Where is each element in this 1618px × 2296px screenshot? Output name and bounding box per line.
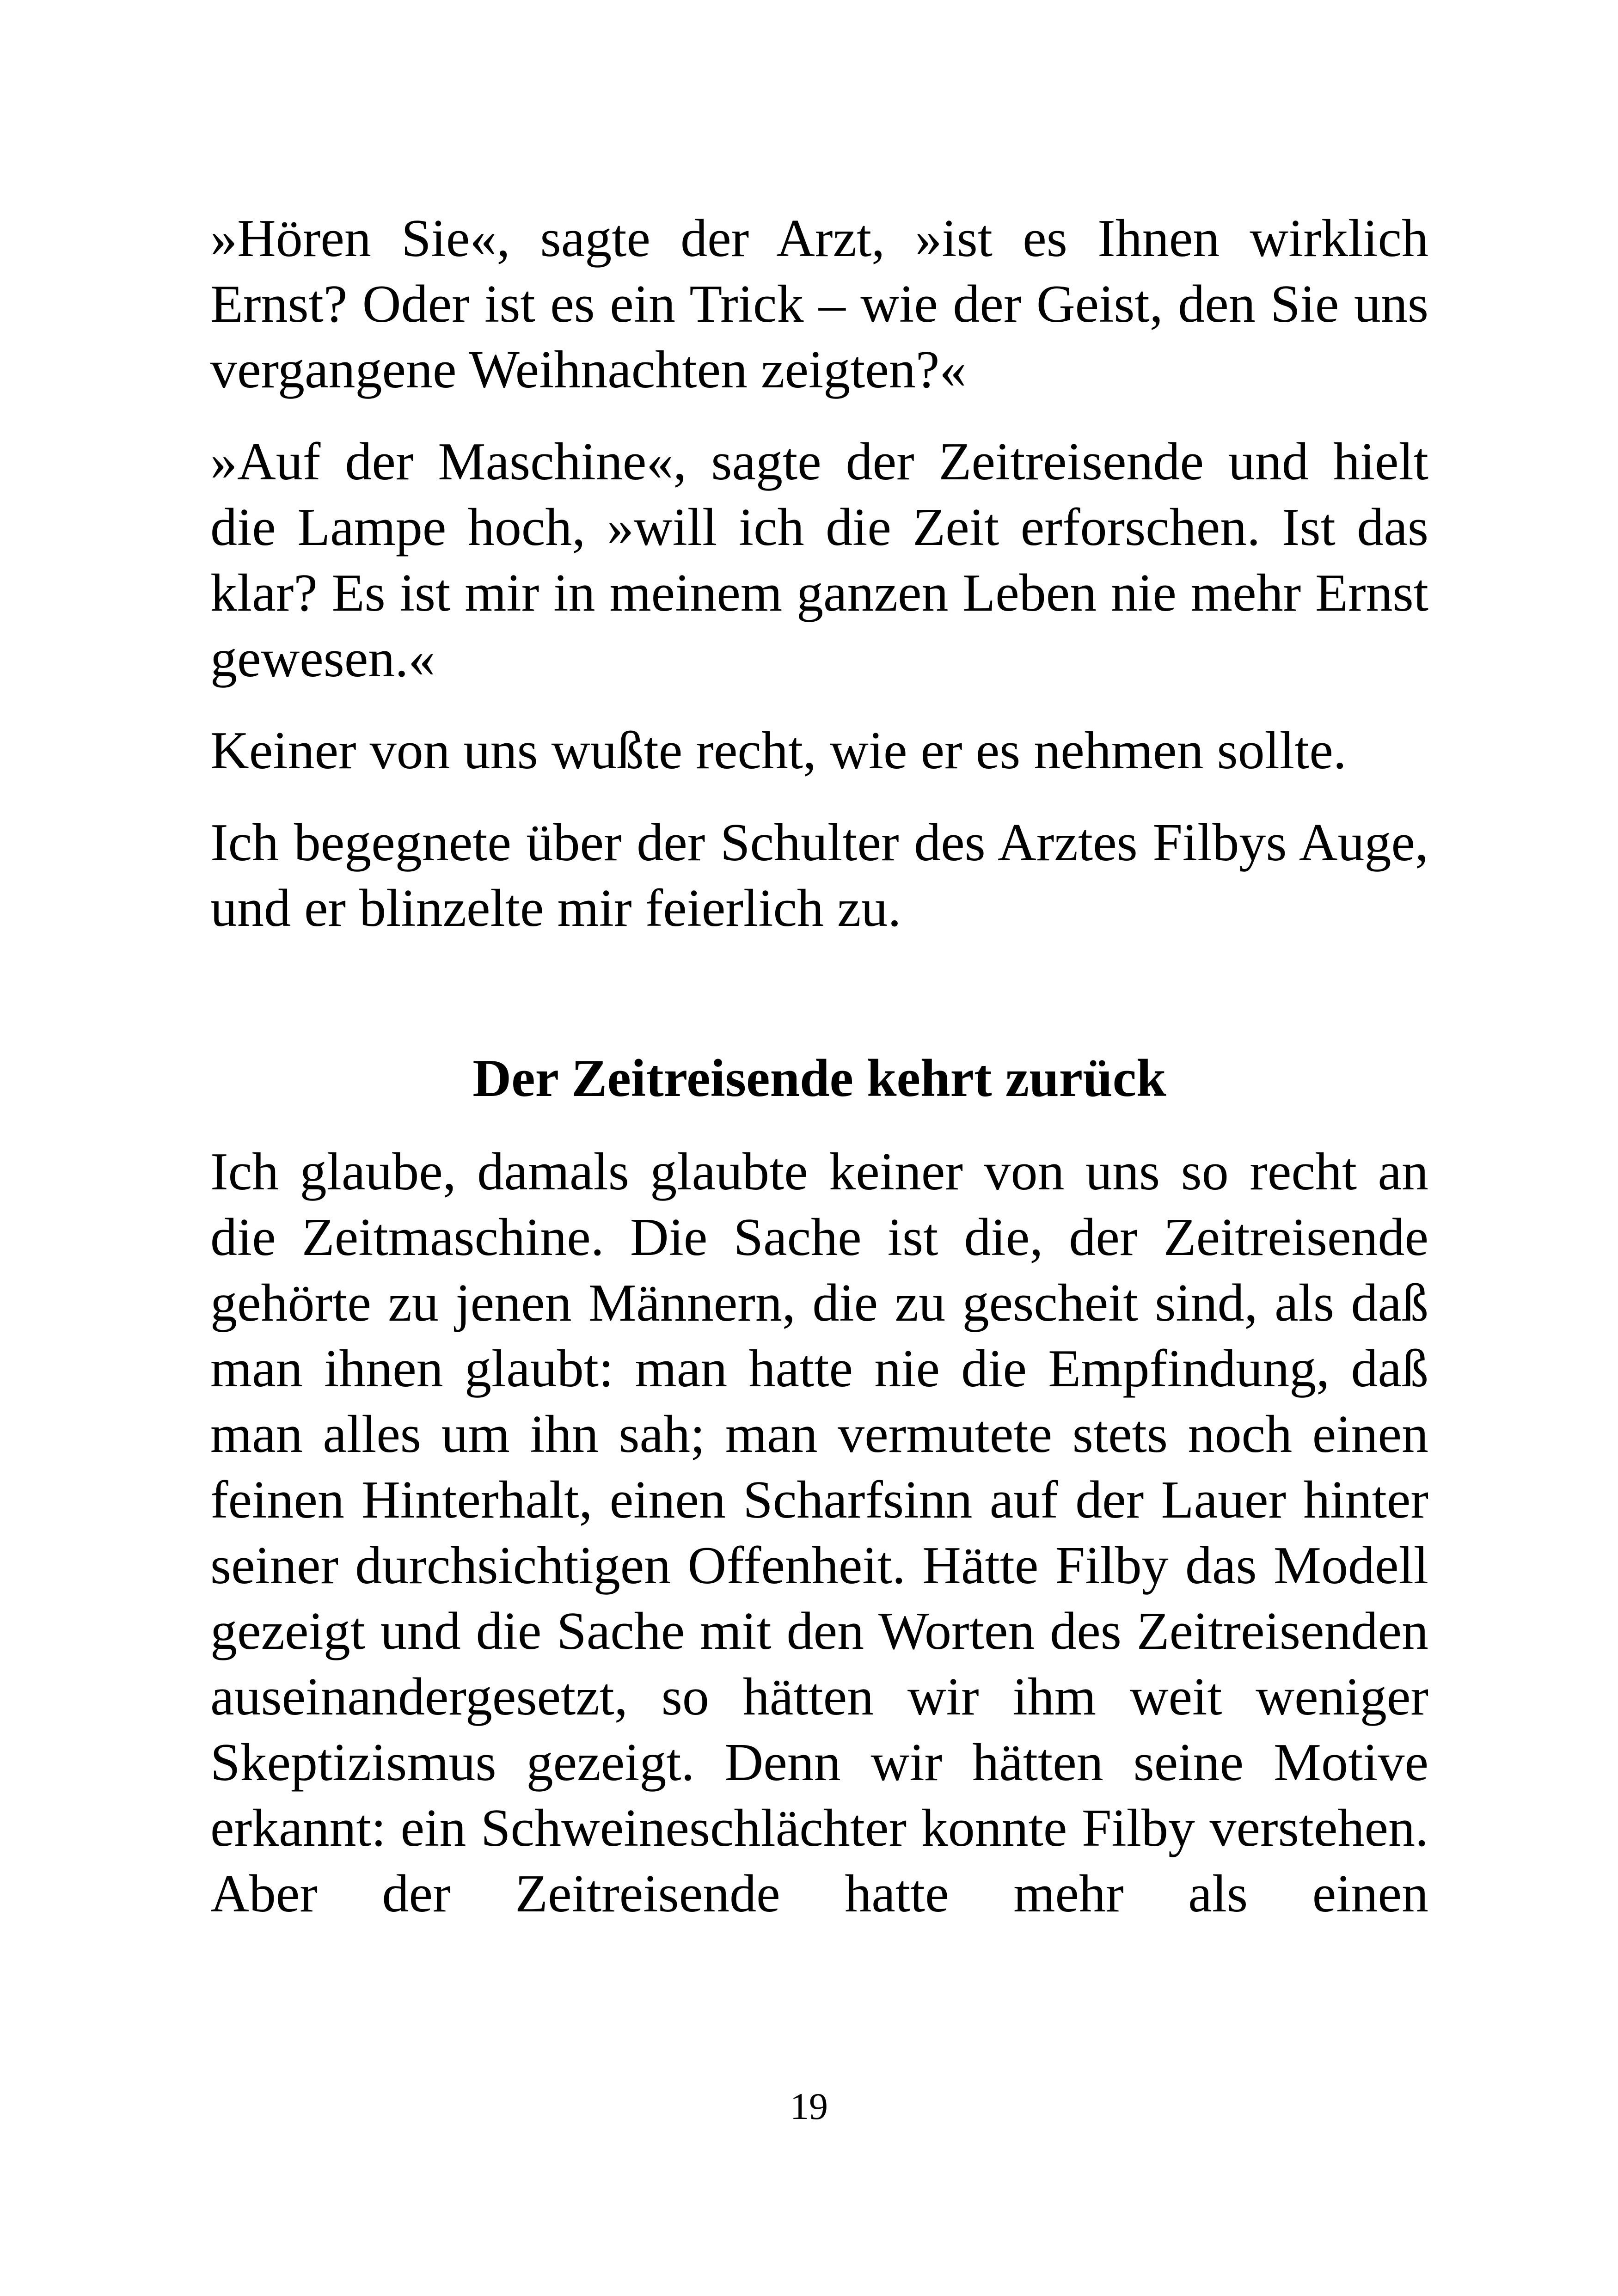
paragraph: »Hören Sie«, sagte der Arzt, »ist es Ihnen wirklich Ernst? Oder ist es ein Trick – wie der Geist, den Sie uns vergangene Weihnachten zeigten?« bbox=[210, 209, 1428, 399]
chapter-heading: Der Zeitreisende kehrt zurück bbox=[472, 1049, 1166, 1108]
page-body bbox=[210, 206, 1428, 1953]
paragraph: Ich begegnete über der Schulter des Arztes Filbys Auge, und er blinzelte mir feierlich zu. bbox=[210, 813, 1428, 938]
paragraph: Ich glaube, damals glaubte keiner von uns so recht an die Zeitmaschine. Die Sache ist die, der Zeitreisende gehörte zu jenen Männern, die zu gescheit sind, als daß man ihnen glaubt: man hatte nie die Empfindung, daß man alles um ihn sah; man vermutete stets noch einen feinen Hinterhalt, einen Scharfsinn auf der Lauer hinter seiner durchsichtigen Offenheit. Hätte Filby das Modell gezeigt und die Sache mit den Worten des Zeitreisenden auseinandergesetzt, so hätten wir ihm weit weniger Skeptizismus gezeigt. Denn wir hätten seine Motive erkannt: ein Schweineschlächter konnte Filby verstehen. Aber der Zeitreisende hatte mehr als einen bbox=[210, 1142, 1428, 1923]
page-number: 19 bbox=[790, 2085, 828, 2127]
paragraph: Keiner von uns wußte recht, wie er es nehmen sollte. bbox=[210, 721, 1347, 780]
paragraph: »Auf der Maschine«, sagte der Zeitreisende und hielt die Lampe hoch, »will ich die Zeit erforschen. Ist das klar? Es ist mir in meinem ganzen Leben nie mehr Ernst gewesen.« bbox=[210, 432, 1428, 688]
